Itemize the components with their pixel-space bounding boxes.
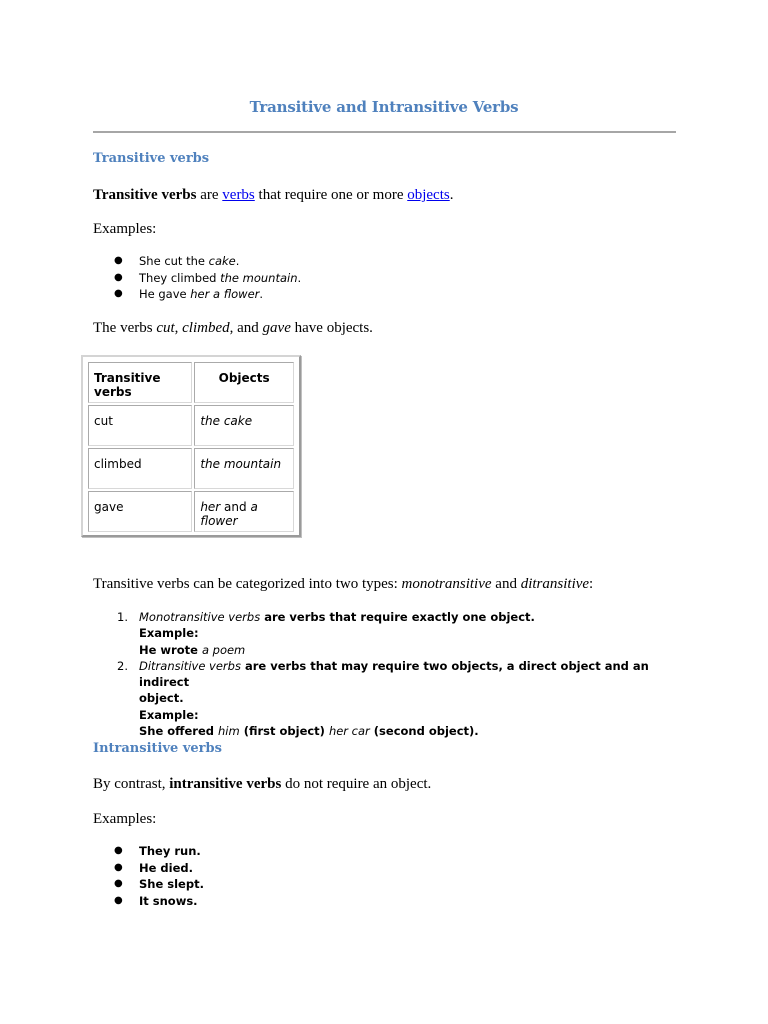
text-span: and [491, 576, 521, 592]
heading-intransitive-verbs: Intransitive verbs [93, 741, 222, 756]
document-title: Transitive and Intransitive Verbs [249, 98, 519, 116]
text-span: He died. [139, 860, 194, 875]
list-item [93, 893, 393, 910]
link-verbs[interactable]: verbs [222, 187, 255, 203]
text-span: , and [229, 320, 263, 336]
types-intro [93, 575, 593, 593]
text-span: have objects. [290, 320, 373, 336]
text-span: ditransitive [520, 576, 590, 592]
verbs-summary [93, 319, 373, 337]
text-span: She slept. [139, 877, 204, 891]
verb-types-list [93, 609, 663, 739]
text-span: cut [156, 320, 175, 336]
text-span: She offered [139, 724, 218, 739]
bullet-icon: ● [114, 845, 123, 856]
transitive-examples-list [93, 253, 493, 303]
text-span: Monotransitive verbs [139, 610, 261, 624]
examples-label: Examples: [93, 811, 157, 827]
text-span: him [218, 724, 240, 739]
table-cell: the mountain [194, 448, 294, 489]
text-span: are verbs that may require two objects, a direct object and an indirect [139, 658, 649, 690]
verbs-objects-table [86, 360, 296, 534]
text-span: . [297, 270, 302, 285]
text-span: , [174, 320, 183, 336]
table-cell: climbed [88, 448, 192, 489]
definition-term: Transitive verbs [93, 187, 197, 203]
text-span: . [259, 287, 264, 301]
bullet-icon: ● [114, 894, 123, 906]
list-number: 2. [117, 658, 128, 673]
table-header-cell: Objects [194, 362, 294, 403]
type-description [139, 609, 663, 625]
title-divider [93, 131, 676, 133]
list-item [93, 843, 393, 860]
text-span: By contrast, [93, 776, 170, 792]
table-header-cell: Transitive verbs [88, 362, 192, 403]
table-cell: gave [88, 491, 192, 532]
type-example [139, 642, 663, 658]
text-span: are [196, 187, 223, 203]
list-item [93, 286, 493, 303]
text-span: are verbs that require exactly one object. [260, 610, 535, 624]
text-span: the mountain [220, 270, 298, 285]
bullet-icon: ● [114, 878, 123, 889]
table-cell: cut [88, 405, 192, 446]
text-span: a poem [201, 642, 246, 657]
example-label: Example: [139, 707, 199, 722]
verbs-objects-table-frame [81, 355, 301, 537]
text-span: cake [208, 254, 236, 268]
table-row [88, 491, 294, 532]
list-item [93, 876, 393, 893]
intransitive-examples-list [93, 843, 393, 909]
text-span: They climbed [139, 270, 221, 285]
list-item-ditransitive [93, 658, 663, 739]
list-item [93, 253, 493, 270]
type-description-continued: object. [139, 691, 184, 706]
table-row [88, 405, 294, 446]
text-span: a flower [200, 500, 258, 528]
table-cell [194, 491, 294, 532]
table-cell: the cake [194, 405, 294, 446]
link-objects[interactable]: objects [407, 187, 450, 203]
text-span: (second object). [369, 724, 479, 739]
text-span: monotransitive [401, 576, 492, 592]
text-span: gave [262, 320, 291, 336]
example-label: Example: [139, 626, 199, 641]
text-span: He wrote [139, 642, 202, 657]
definition-term: intransitive verbs [169, 776, 282, 792]
table-header-row [88, 362, 294, 403]
bullet-icon: ● [114, 861, 123, 873]
text-span: her [200, 500, 221, 514]
text-span: He gave [139, 287, 191, 301]
text-span: They run. [139, 844, 201, 858]
text-span: She cut the [139, 254, 209, 268]
bullet-icon: ● [114, 288, 123, 299]
bullet-icon: ● [114, 271, 123, 283]
intransitive-definition [93, 775, 431, 793]
text-span: : [589, 576, 594, 592]
text-span: Transitive verbs can be categorized into two types: [93, 576, 402, 592]
type-example [139, 723, 663, 739]
list-item [93, 860, 393, 877]
text-span: . [449, 187, 454, 203]
text-span: It snows. [139, 893, 198, 908]
text-span: that require one or more [254, 187, 408, 203]
transitive-definition [93, 186, 453, 204]
text-span: do not require an object. [281, 776, 432, 792]
text-span: her car [328, 724, 370, 739]
text-span: . [235, 254, 240, 268]
text-span: and [220, 500, 251, 514]
list-number: 1. [117, 610, 128, 624]
text-span: The verbs [93, 320, 157, 336]
type-description [139, 658, 663, 691]
text-span: (first object) [239, 724, 329, 739]
text-span: climbed [182, 320, 230, 336]
table-row [88, 448, 294, 489]
list-item [93, 270, 493, 287]
text-span: Ditransitive verbs [139, 658, 241, 673]
bullet-icon: ● [114, 255, 123, 266]
heading-transitive-verbs: Transitive verbs [93, 151, 210, 166]
text-span: her a flower [190, 287, 260, 301]
examples-label: Examples: [93, 221, 157, 237]
list-item-monotransitive [93, 609, 663, 658]
